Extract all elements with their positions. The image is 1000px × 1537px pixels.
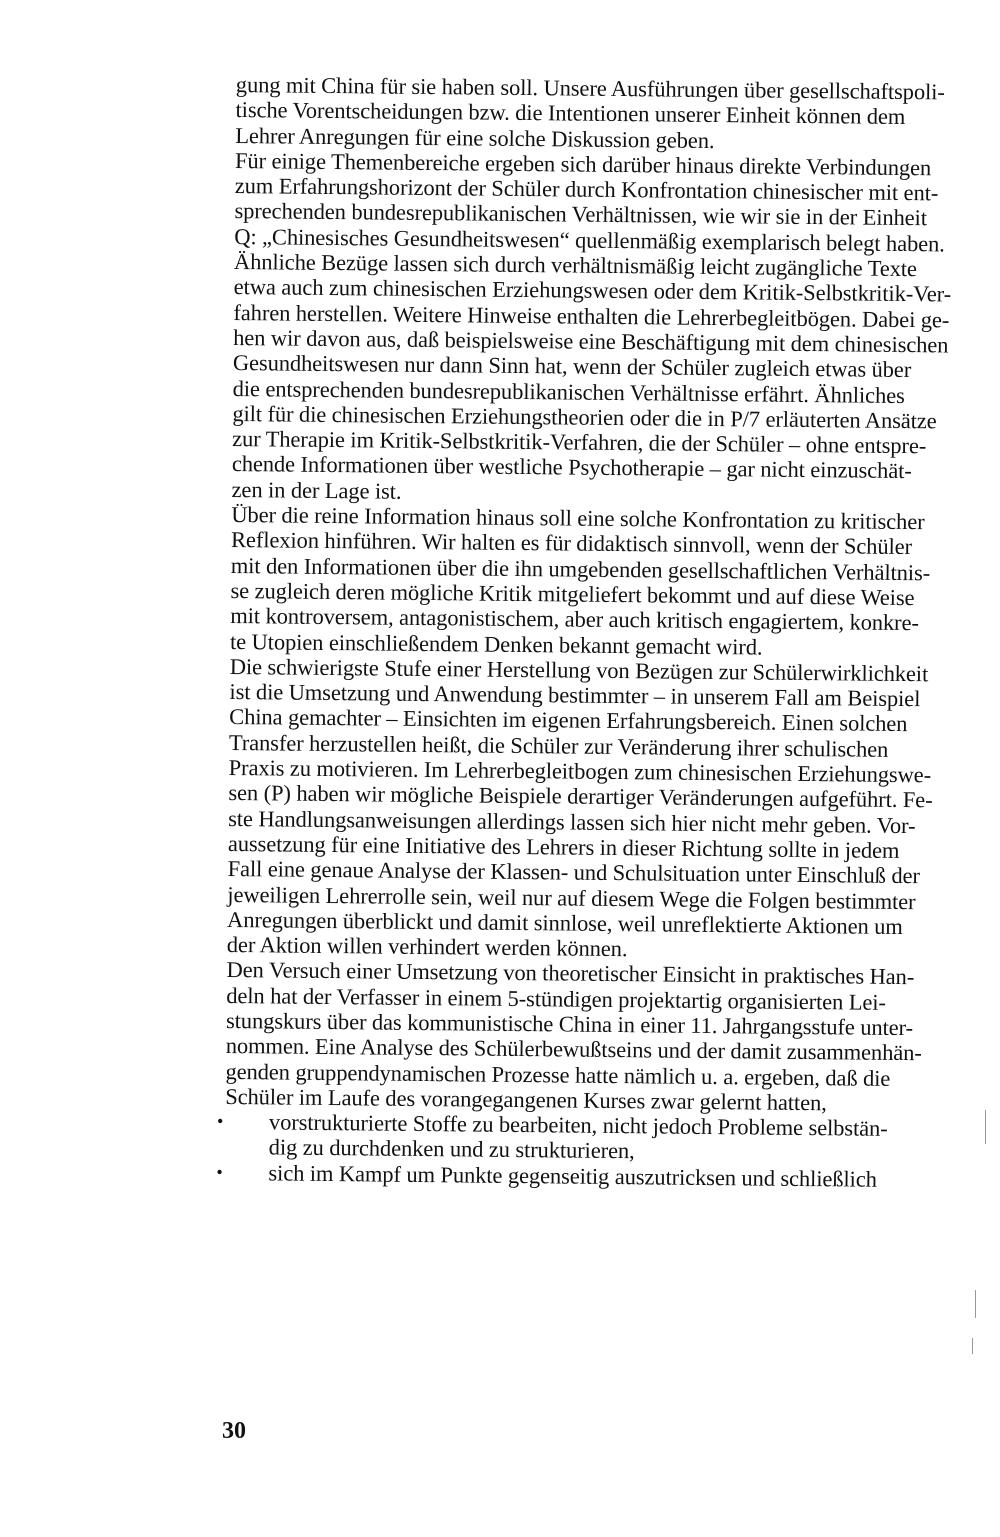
text-line: Über die reine Information hinaus soll eine solche Konfrontation zu kritischer <box>231 502 925 535</box>
text-line: Den Versuch einer Umsetzung von theoretischer Einsicht in praktisches Han- <box>226 957 915 990</box>
text-line: gilt für die chinesischen Erziehungstheorien oder die in P/7 erläuterten Ansätze <box>232 400 937 434</box>
text-line: mit kontroversem, antagonistischem, aber auch kritisch engagiertem, konkre- <box>230 603 919 636</box>
bullet-icon: • <box>216 1111 224 1132</box>
text-line: zum Erfahrungshorizont der Schüler durch Konfrontation chinesischer mit ent- <box>234 173 939 206</box>
text-line: genden gruppendynamischen Prozesse hatte nämlich u. a. ergeben, daß die <box>225 1058 891 1091</box>
text-line: Die schwierigste Stufe einer Herstellung von Bezügen zur Schülerwirklichkeit <box>229 653 929 687</box>
text-line: se zugleich deren mögliche Kritik mitgeliefert bekommt und auf diese Weise <box>230 577 915 611</box>
text-line: zur Therapie im Kritik-Selbstkritik-Verfahren, die der Schüler – ohne entspre- <box>232 426 927 459</box>
text-line: sprechenden bundesrepublikanischen Verhältnissen, wie wir sie in der Einheit <box>234 198 928 231</box>
text-line: Anregungen überblickt und damit sinnlose, weil unreflektierte Aktionen um <box>226 906 903 939</box>
scan-edge-mark <box>975 1290 976 1318</box>
text-line: Gesundheitswesen nur dann Sinn hat, wenn der Schüler zugleich etwas über <box>232 350 912 383</box>
text-line: chende Informationen über westliche Psychotherapie – gar nicht einzuschät- <box>231 451 912 484</box>
text-line: Für einige Themenbereiche ergeben sich darüber hinaus direkte Verbindungen <box>234 147 932 181</box>
text-line: tische Vorentscheidungen bzw. die Intentionen unserer Einheit können dem <box>235 97 906 130</box>
text-line: stungskurs über das kommunistische China in einer 11. Jahrgangsstufe unter- <box>225 1007 914 1041</box>
text-line: Schüler im Laufe des vorangegangenen Kurses zwar gelernt hatten, <box>225 1083 827 1116</box>
text-line: der Aktion willen verhindert werden können. <box>226 932 628 962</box>
bullet-text: sich im Kampf um Punkte gegenseitig auszutricksen und schließlich <box>268 1160 877 1192</box>
text-line: China gemachter – Einsichten im eigenen Erfahrungsbereich. Einen solchen <box>229 704 908 737</box>
text-line: Lehrer Anregungen für eine solche Diskussion geben. <box>235 122 715 153</box>
text-line: die entsprechenden bundesrepublikanischen Verhältnisse erfährt. Ähnliches <box>232 375 905 408</box>
bullet-text-continuation: dig zu durchdenken und zu strukturieren, <box>268 1134 635 1164</box>
text-line: Transfer herzustellen heißt, die Schüler zur Veränderung ihrer schulischen <box>228 729 889 762</box>
bullet-icon: • <box>216 1161 223 1182</box>
text-line: Q: „Chinesisches Gesundheitswesen“ quellenmäßig exemplarisch belegt haben. <box>234 223 945 257</box>
text-line: hen wir davon aus, daß beispielsweise eine Beschäftigung mit dem chinesischen <box>233 324 949 358</box>
scan-edge-mark <box>985 1110 986 1144</box>
text-line: Praxis zu motivieren. Im Lehrerbegleitbogen zum chinesischen Erziehungswe- <box>228 754 932 788</box>
text-line: jeweiligen Lehrerrolle sein, weil nur auf diesem Wege die Folgen bestimmter <box>227 881 916 914</box>
body-text <box>216 72 976 1193</box>
text-line: mit den Informationen über die ihn umgebenden gesellschaftlichen Verhältnis- <box>230 552 931 585</box>
text-line: deln hat der Verfasser in einem 5-stündigen projektartig organisierten Lei- <box>226 982 887 1015</box>
text-line: aussetzung für eine Initiative des Lehrers in dieser Richtung sollte in jedem <box>227 830 900 863</box>
text-line: nommen. Eine Analyse des Schülerbewußtseins und der damit zusammenhän- <box>225 1033 922 1066</box>
text-line: zen in der Lage ist. <box>231 476 402 504</box>
text-line: ste Handlungsanweisungen allerdings lassen sich hier nicht mehr geben. Vor- <box>228 805 916 838</box>
page-number: 30 <box>222 1418 246 1444</box>
text-line: etwa auch zum chinesischen Erziehungswesen oder dem Kritik-Selbstkritik-Ver- <box>233 274 952 307</box>
text-line: Fall eine genaue Analyse der Klassen- und Schulsituation unter Einschluß der <box>227 856 920 889</box>
text-line: fahren herstellen. Weitere Hinweise enthalten die Lehrerbegleitbögen. Dabei ge- <box>233 299 950 333</box>
text-line: ist die Umsetzung und Anwendung bestimmter – in unserem Fall am Beispiel <box>229 679 921 712</box>
scan-edge-mark <box>972 1338 973 1354</box>
text-line: Ähnliche Bezüge lassen sich durch verhältnismäßig leicht zugängliche Texte <box>233 249 917 282</box>
text-line: te Utopien einschließendem Denken bekannt gemacht wird. <box>229 628 763 660</box>
bullet-text: vorstrukturierte Stoffe zu bearbeiten, nicht jedoch Probleme selbstän- <box>268 1109 888 1142</box>
text-line: sen (P) haben wir mögliche Beispiele derartiger Veränderungen aufgeführt. Fe- <box>228 780 933 813</box>
text-line: Reflexion hinführen. Wir halten es für didaktisch sinnvoll, wenn der Schüler <box>230 527 913 560</box>
text-line: gung mit China für sie haben soll. Unsere Ausführungen über gesellschaftspoli- <box>235 72 945 105</box>
